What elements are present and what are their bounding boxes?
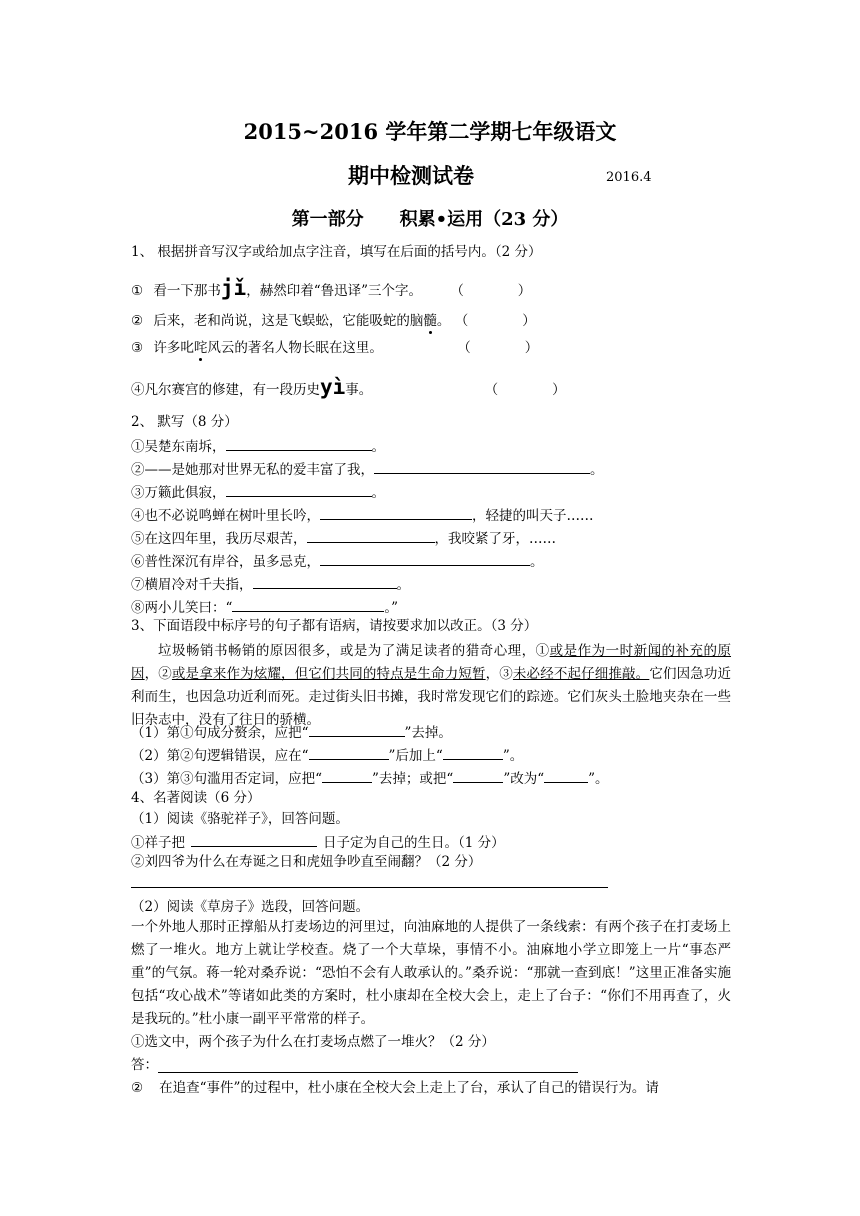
fill-blank[interactable] bbox=[309, 745, 389, 760]
answer-label: 答： bbox=[131, 1057, 158, 1073]
answer-paren[interactable]: （ ） bbox=[484, 382, 566, 398]
line-text: ②——是她那对世界无私的爱丰富了我， bbox=[131, 462, 374, 478]
sub-text: ”。 bbox=[502, 748, 524, 764]
fill-blank[interactable] bbox=[253, 574, 397, 589]
part1-heading: 第一部分 积累•运用（23 分） bbox=[291, 209, 569, 230]
sub-text: ”去掉；或把“ bbox=[372, 771, 454, 787]
question-text: 日子定为自己的生日。（1 分） bbox=[323, 835, 505, 851]
exam-title-line1: 2015~2016 学年第二学期七年级语文 bbox=[243, 119, 617, 144]
q4-sub1-title: （1）阅读《骆驼祥子》，回答问题。 bbox=[131, 811, 349, 827]
exam-date: 2016.4 bbox=[606, 170, 652, 185]
q1-heading: 1、 根据拼音写汉字或给加点字注音，填写在后面的括号内。（2 分） bbox=[131, 244, 542, 260]
sub-text: ”去掉。 bbox=[404, 725, 452, 741]
fill-blank[interactable] bbox=[226, 482, 372, 497]
fill-blank[interactable] bbox=[232, 597, 384, 612]
dictation-line-8 bbox=[131, 597, 398, 617]
line-end: 。 bbox=[590, 462, 604, 478]
fill-blank[interactable] bbox=[320, 551, 530, 566]
item-text-pre: 看一下那书 bbox=[153, 283, 221, 299]
line-text: ④也不必说鸣蝉在树叶里长吟， bbox=[131, 508, 320, 524]
item-text-post: 事。 bbox=[345, 382, 373, 398]
question-text: ①祥子把 bbox=[131, 835, 185, 851]
sub-text: ”改为“ bbox=[503, 771, 545, 787]
item-number: ① bbox=[131, 283, 144, 299]
fill-blank[interactable] bbox=[453, 768, 503, 783]
para-text: ，③ bbox=[485, 666, 513, 682]
line-text: ⑥普性深沉有岸谷，虽多忌克， bbox=[131, 554, 320, 570]
line-text: ⑧两小儿笑曰：“ bbox=[131, 600, 233, 616]
q4-sub1-q2: ②刘四爷为什么在寿诞之日和虎妞争吵直至闹翻？（2 分） bbox=[131, 854, 482, 870]
line-end: 。” bbox=[384, 600, 399, 616]
item-number: ③ bbox=[131, 340, 144, 356]
q4-sub1-q1 bbox=[131, 832, 505, 852]
line-text: ⑦横眉冷对千夫指， bbox=[131, 577, 253, 593]
line-end: 。 bbox=[530, 554, 544, 570]
q4-sub2-title: （2）阅读《草房子》选段，回答问题。 bbox=[131, 899, 370, 915]
q3-paragraph bbox=[131, 640, 731, 732]
fill-blank[interactable] bbox=[320, 505, 472, 520]
fill-blank[interactable] bbox=[322, 768, 372, 783]
q1-item-3 bbox=[131, 339, 538, 357]
answer-line[interactable] bbox=[131, 887, 608, 888]
dictation-line-3 bbox=[131, 482, 385, 502]
q4-sub2-q2 bbox=[131, 1079, 659, 1097]
pinyin-text: jǐ bbox=[220, 276, 247, 300]
answer-paren[interactable]: （ ） bbox=[454, 313, 536, 329]
dictation-line-4 bbox=[131, 505, 594, 525]
q1-item-4 bbox=[131, 375, 566, 399]
line-end: ，我咬紧了牙，…… bbox=[434, 531, 556, 547]
sub-text: （3）第③句滥用否定词，应把“ bbox=[131, 771, 322, 787]
q1-item-1 bbox=[131, 276, 532, 300]
underlined-sentence-1: 或是作为一时新闻的补充的原因 bbox=[131, 643, 732, 682]
q3-sub-2 bbox=[131, 745, 523, 765]
sub-text: （2）第②句逻辑错误，应在“ bbox=[131, 748, 309, 764]
para-text: 它们因急功近利而生，也因急功近利而死。走过街头旧书摊，我时常发现它们的踪迹。它们灰头土脸地夹杂在一些旧杂志中，没有了往日的骄横。 bbox=[131, 666, 732, 728]
q3-heading: 3、下面语段中标序号的句子都有语病，请按要求加以改正。（3 分） bbox=[131, 618, 538, 634]
reading-passage: 一个外地人那时正撑船从打麦场边的河里过，向油麻地的人提供了一条线索：有两个孩子在打麦场上燃了一堆火。地方上就让学校查。烧了一个大草垛，事情不小。油麻地小学立即笼上一片“事态严重”的气氛。蒋一轮对桑乔说：“恐怕不会有人敢承认的。”桑乔说：“那就一查到底！”这里正准备实施包括“攻心战术”等诸如此类的方案时，杜小康却在全校大会上，走上了台子：“你们不用再查了，火是我玩的。”杜小康一副平平常常的样子。 bbox=[131, 919, 731, 1027]
q1-item-2 bbox=[131, 312, 536, 330]
exam-title-line2: 期中检测试卷 bbox=[348, 163, 474, 188]
dictation-line-6 bbox=[131, 551, 544, 571]
sub-text: ”后加上“ bbox=[388, 748, 443, 764]
item-text-post: 。 bbox=[436, 313, 451, 329]
line-text: ①吴楚东南坼， bbox=[131, 439, 226, 455]
line-end: 。 bbox=[371, 439, 385, 455]
line-text: ⑤在这四年里，我历尽艰苦， bbox=[131, 531, 307, 547]
line-end: ，轻捷的叫天子…… bbox=[472, 508, 594, 524]
dictation-line-2 bbox=[131, 459, 604, 479]
item-text-pre: 凡尔赛宫的修建，有一段历史 bbox=[144, 382, 320, 398]
fill-blank[interactable] bbox=[443, 745, 503, 760]
item-text-post: 风云的著名人物长眠在这里。 bbox=[207, 340, 383, 356]
line-end: 。 bbox=[396, 577, 410, 593]
line-end: 。 bbox=[371, 485, 385, 501]
item-text-post: ，赫然印着“鲁迅译”三个字。 bbox=[246, 283, 423, 299]
fill-blank[interactable] bbox=[191, 832, 317, 847]
item-number: ④ bbox=[131, 382, 145, 398]
q2-heading: 2、 默写（8 分） bbox=[131, 414, 238, 430]
fill-blank[interactable] bbox=[309, 722, 405, 737]
q4-sub2-q1: ①选文中，两个孩子为什么在打麦场点燃了一堆火？（2 分） bbox=[131, 1034, 495, 1050]
pinyin-text: yì bbox=[320, 375, 346, 399]
q4-heading: 4、名著阅读（6 分） bbox=[131, 790, 261, 806]
answer-row bbox=[131, 1056, 158, 1074]
answer-line[interactable] bbox=[158, 1072, 578, 1073]
question-text: 在追查“事件”的过程中，杜小康在全校大会上走上了台，承认了自己的错误行为。请 bbox=[159, 1080, 659, 1096]
fill-blank[interactable] bbox=[374, 459, 590, 474]
dictation-line-7 bbox=[131, 574, 410, 594]
para-text: ，② bbox=[144, 666, 172, 682]
dictation-line-5 bbox=[131, 528, 556, 548]
sub-text: （1）第①句成分赘余，应把“ bbox=[131, 725, 309, 741]
underlined-sentence-2: 或是拿来作为炫耀，但它们共同的特点是生命力短暂 bbox=[171, 666, 486, 682]
item-text-pre: 后来，老和尚说，这是飞蜈蚣，它能吸蛇的脑 bbox=[153, 313, 424, 329]
fill-blank[interactable] bbox=[226, 436, 372, 451]
sub-text: ”。 bbox=[588, 771, 609, 787]
underlined-sentence-3: 未必经不起仔细推敲。 bbox=[512, 666, 650, 682]
line-text: ③万籁此俱寂， bbox=[131, 485, 226, 501]
dictation-line-1 bbox=[131, 436, 385, 456]
q3-sub-1 bbox=[131, 722, 452, 742]
item-text-pre: 许多叱 bbox=[153, 340, 194, 356]
dotted-char: 髓 bbox=[423, 313, 437, 329]
answer-paren[interactable]: （ ） bbox=[450, 283, 532, 299]
fill-blank[interactable] bbox=[544, 768, 588, 783]
para-text: 垃圾畅销书畅销的原因很多，或是为了满足读者的猎奇心理，① bbox=[158, 643, 550, 659]
fill-blank[interactable] bbox=[307, 528, 435, 543]
item-number: ② bbox=[131, 313, 144, 329]
answer-paren[interactable]: （ ） bbox=[457, 340, 539, 356]
dotted-char: 咤 bbox=[193, 340, 208, 356]
question-number: ② bbox=[131, 1080, 144, 1096]
q3-sub-3 bbox=[131, 768, 609, 788]
